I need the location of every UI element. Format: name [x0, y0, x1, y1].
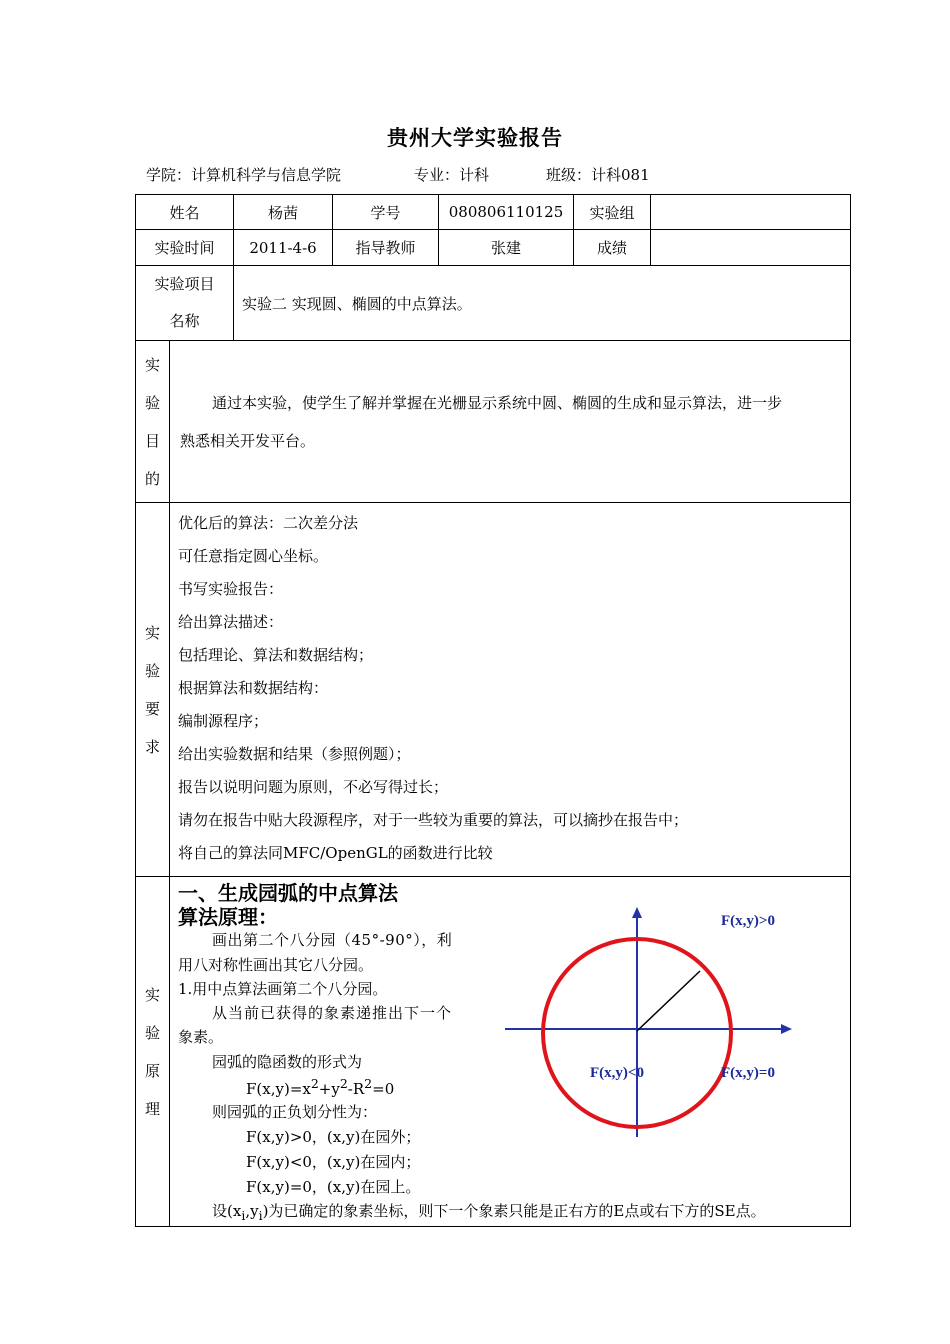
principle-line: 从当前已获得的象素递推出下一个 — [212, 1004, 453, 1022]
table-row — [136, 503, 851, 877]
circle-diagram — [505, 901, 795, 1146]
table-row — [136, 195, 851, 230]
project-label-line2: 名称 — [169, 312, 200, 330]
list-item: 给出实验数据和结果（参照例题）； — [178, 745, 411, 763]
implicit-formula — [246, 1076, 394, 1098]
label-outside: F(x,y)>0 — [721, 913, 775, 929]
formula-part: F(x,y)=x — [246, 1080, 311, 1098]
list-item: 报告以说明问题为原则，不必写得过长； — [178, 778, 449, 796]
formula-part: +y — [318, 1080, 340, 1098]
label-char: 实 — [144, 623, 160, 642]
label-char: 理 — [144, 1099, 160, 1118]
table-row — [136, 877, 851, 1227]
formula-part: 2 — [364, 1076, 373, 1091]
list-item: 书写实验报告： — [178, 580, 284, 598]
score-value — [651, 230, 851, 266]
purpose-label — [136, 341, 170, 503]
principle-line: 画出第二个八分园（45°-90°），利 — [212, 931, 453, 949]
principle-line: 园弧的隐函数的形式为 — [212, 1053, 363, 1071]
class-field: 班级：计科081 — [546, 166, 650, 184]
purpose-line: 熟悉相关开发平台。 — [180, 431, 316, 450]
text-part: i — [258, 1208, 263, 1223]
principle-line — [212, 1200, 766, 1223]
table-row — [136, 230, 851, 266]
principle-line: F(x,y)=0，(x,y)在园上。 — [246, 1178, 421, 1196]
text-part: )为已确定的象素坐标，则下一个象素只能是正右方的E点或右下方的SE点。 — [262, 1202, 766, 1220]
student-id-value: 080806110125 — [439, 195, 574, 230]
y-axis-arrow-icon — [632, 907, 642, 918]
list-item: 优化后的算法：二次差分法 — [178, 514, 359, 532]
project-value: 实验二 实现圆、椭圆的中点算法。 — [234, 266, 851, 341]
principle-line: 则园弧的正负划分性为： — [212, 1103, 378, 1121]
principle-line: 象素。 — [178, 1028, 224, 1046]
report-title: 贵州大学实验报告 — [387, 126, 563, 150]
list-item: 将自己的算法同MFC/OpenGL的函数进行比较 — [178, 844, 493, 862]
college-field: 学院：计算机科学与信息学院 — [146, 166, 342, 184]
formula-part: -R — [347, 1080, 365, 1098]
label-char: 实 — [144, 985, 160, 1004]
table-row — [136, 341, 851, 503]
principle-line: 1.用中点算法画第二个八分园。 — [178, 980, 388, 998]
label-char: 求 — [144, 737, 160, 756]
purpose-line: 通过本实验，使学生了解并掌握在光栅显示系统中圆、椭圆的生成和显示算法，进一步 — [212, 393, 783, 412]
label-on: F(x,y)=0 — [721, 1065, 775, 1081]
teacher-value: 张建 — [439, 230, 574, 266]
text-part: 设(x — [212, 1202, 242, 1220]
label-char: 目 — [144, 431, 160, 450]
label-char: 实 — [144, 355, 160, 374]
time-value: 2011-4-6 — [234, 230, 333, 266]
principle-content — [170, 877, 851, 1227]
label-char: 验 — [144, 1023, 160, 1042]
list-item: 请勿在报告中贴大段源程序，对于一些较为重要的算法，可以摘抄在报告中； — [178, 811, 689, 829]
formula-part: 2 — [339, 1076, 348, 1091]
list-item: 编制源程序； — [178, 712, 269, 730]
radius-line — [637, 971, 700, 1031]
principle-line: F(x,y)>0，(x,y)在园外； — [246, 1128, 421, 1146]
list-item: 根据算法和数据结构： — [178, 679, 329, 697]
label-inside: F(x,y)<0 — [590, 1065, 644, 1081]
label-char: 验 — [144, 393, 160, 412]
list-item: 可任意指定圆心坐标。 — [178, 547, 329, 565]
purpose-text — [170, 341, 851, 503]
project-label-line1: 实验项目 — [154, 275, 215, 293]
group-label: 实验组 — [574, 195, 651, 230]
report-table — [135, 194, 851, 1227]
list-item: 给出算法描述： — [178, 613, 284, 631]
text-part: ,y — [245, 1202, 259, 1220]
label-char: 原 — [144, 1061, 160, 1080]
student-id-label: 学号 — [333, 195, 439, 230]
formula-part: 2 — [310, 1076, 319, 1091]
section-heading: 一、生成园弧的中点算法 — [178, 881, 398, 905]
score-label: 成绩 — [574, 230, 651, 266]
name-label: 姓名 — [136, 195, 234, 230]
teacher-label: 指导教师 — [333, 230, 439, 266]
label-char: 验 — [144, 661, 160, 680]
subsection-heading: 算法原理： — [178, 905, 278, 929]
label-char: 的 — [144, 469, 160, 488]
project-label — [136, 266, 234, 341]
list-item: 包括理论、算法和数据结构； — [178, 646, 374, 664]
major-field: 专业：计科 — [414, 166, 490, 184]
text-part: i — [241, 1208, 246, 1223]
principle-line: F(x,y)<0，(x,y)在园内； — [246, 1153, 421, 1171]
principle-line: 用八对称性画出其它八分园。 — [178, 956, 374, 974]
group-value — [651, 195, 851, 230]
time-label: 实验时间 — [136, 230, 234, 266]
x-axis-arrow-icon — [781, 1024, 792, 1034]
principle-label — [136, 877, 170, 1227]
requirements-list — [170, 503, 851, 877]
table-row — [136, 266, 851, 341]
label-char: 要 — [144, 699, 160, 718]
requirements-label — [136, 503, 170, 877]
formula-part: =0 — [372, 1080, 395, 1098]
name-value: 杨茜 — [234, 195, 333, 230]
